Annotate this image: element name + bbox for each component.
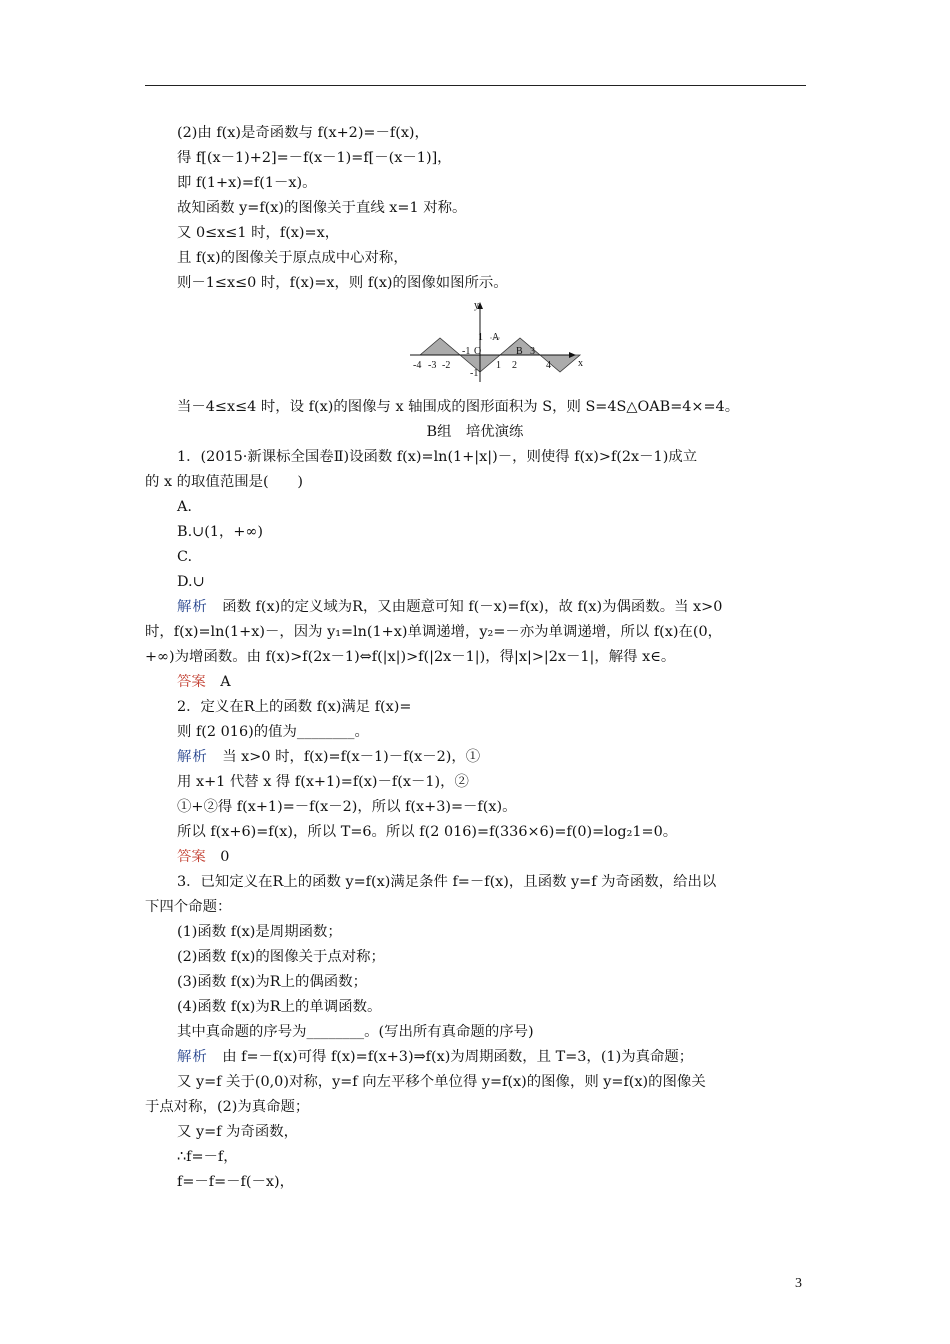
y-tick-label: -1 <box>470 368 479 379</box>
text-line: 即 f(1+x)=f(1－x)。 <box>177 175 317 191</box>
option-c: C. <box>177 549 193 565</box>
analysis-marker: 解析 <box>177 599 208 615</box>
text-line: 则 f(2 016)的值为________。 <box>177 724 369 740</box>
x-tick-label: 2 <box>512 360 517 371</box>
text-line: 函数 f(x)的定义域为R，又由题意可知 f(－x)=f(x)，故 f(x)为偶函数。当 x>0 <box>222 599 723 615</box>
point-a-label: A <box>492 332 500 343</box>
analysis-line <box>177 747 480 767</box>
text-line: 得 f[(x－1)+2]=－f(x－1)=f[－(x－1)]， <box>177 150 452 166</box>
analysis-line <box>177 597 722 617</box>
x-tick-label: -2 <box>442 360 451 371</box>
answer-value: A <box>220 674 231 690</box>
x-tick-label: -4 <box>413 360 422 371</box>
text-line: (1)函数 f(x)是周期函数； <box>177 924 342 940</box>
function-graph-figure <box>404 296 583 386</box>
answer-marker: 答案 <box>177 674 206 690</box>
text-line: +∞)为增函数。由 f(x)>f(2x－1)⇔f(|x|)>f(|2x－1|)，得|x|>|2x－1|，解得 x∈。 <box>145 649 676 665</box>
x-axis-label: x <box>578 358 583 369</box>
text-line: 又 y=f 关于(0,0)对称，y=f 向左平移个单位得 y=f(x)的图像，则 y=f(x)的图像关 <box>177 1074 706 1090</box>
text-line: (2)由 f(x)是奇函数与 f(x+2)=－f(x)， <box>177 125 429 141</box>
text-line: 所以 f(x+6)=f(x)，所以 T=6。所以 f(2 016)=f(336×6)=f(0)=log₂1=0。 <box>177 824 678 840</box>
text-line: 由 f=－f(x)可得 f(x)=f(x+3)⇒f(x)为周期函数，且 T=3，(1)为真命题； <box>222 1049 694 1065</box>
analysis-marker: 解析 <box>177 749 208 765</box>
text-line: 则－1≤x≤0 时，f(x)=x，则 f(x)的图像如图所示。 <box>177 275 508 291</box>
text-line: (3)函数 f(x)为R上的偶函数； <box>177 974 367 990</box>
x-tick-label: 4 <box>546 360 551 371</box>
origin-label: O <box>474 346 482 357</box>
x-tick-label: -1 <box>462 346 471 357</box>
text-line: 其中真命题的序号为________。(写出所有真命题的序号) <box>177 1024 534 1040</box>
text-line: 下四个命题： <box>145 899 232 915</box>
option-d: D.∪ <box>177 574 205 590</box>
text-line: 的 x 的取值范围是( ) <box>145 474 304 490</box>
analysis-line <box>177 1047 693 1067</box>
x-tick-label: -3 <box>428 360 437 371</box>
text-line: ∴f=－f， <box>177 1149 238 1165</box>
answer-line <box>177 847 229 867</box>
analysis-marker: 解析 <box>177 1049 208 1065</box>
header-rule <box>145 85 806 86</box>
answer-marker: 答案 <box>177 849 206 865</box>
answer-value: 0 <box>220 849 230 865</box>
text-line: 故知函数 y=f(x)的图像关于直线 x=1 对称。 <box>177 200 467 216</box>
text-line: 于点对称，(2)为真命题； <box>145 1099 310 1115</box>
page-number: 3 <box>795 1276 802 1291</box>
text-line: (4)函数 f(x)为R上的单调函数。 <box>177 999 382 1015</box>
text-line: f=－f=－f(－x)， <box>177 1174 295 1190</box>
option-a: A. <box>177 499 192 515</box>
y-tick-label: 1 <box>478 332 483 343</box>
point-b-label: B <box>516 346 523 357</box>
text-line: 当－4≤x≤4 时，设 f(x)的图像与 x 轴围成的图形面积为 S，则 S=4S△OAB=4×=4。 <box>177 399 740 415</box>
answer-line <box>177 672 231 692</box>
x-tick-label: 1 <box>496 360 501 371</box>
text-line: 时，f(x)=ln(1+x)－，因为 y₁=ln(1+x)单调递增，y₂=－亦为单调递增，所以 f(x)在(0， <box>145 624 723 640</box>
text-line: (2)函数 f(x)的图像关于点对称； <box>177 949 385 965</box>
x-tick-label: 3 <box>530 346 535 357</box>
text-line: 2．定义在R上的函数 f(x)满足 f(x)= <box>177 699 412 715</box>
text-line: 3．已知定义在R上的函数 y=f(x)满足条件 f=－f(x)，且函数 y=f 为奇函数，给出以 <box>177 874 717 890</box>
option-b: B.∪(1，+∞) <box>177 524 264 540</box>
text-line: ①+②得 f(x+1)=－f(x－2)，所以 f(x+3)=－f(x)。 <box>177 799 517 815</box>
y-axis-label: y <box>474 300 479 311</box>
section-title: B组 培优演练 <box>426 424 524 440</box>
text-line: 用 x+1 代替 x 得 f(x+1)=f(x)－f(x－1)，② <box>177 774 469 790</box>
text-line: 又 0≤x≤1 时，f(x)=x， <box>177 225 340 241</box>
text-line: 当 x>0 时，f(x)=f(x－1)－f(x－2)，① <box>222 749 481 765</box>
text-line: 且 f(x)的图像关于原点成中心对称， <box>177 250 408 266</box>
text-line: 1．(2015·新课标全国卷Ⅱ)设函数 f(x)=ln(1+|x|)－，则使得 f(x)>f(2x－1)成立 <box>177 449 698 465</box>
text-line: 又 y=f 为奇函数， <box>177 1124 299 1140</box>
